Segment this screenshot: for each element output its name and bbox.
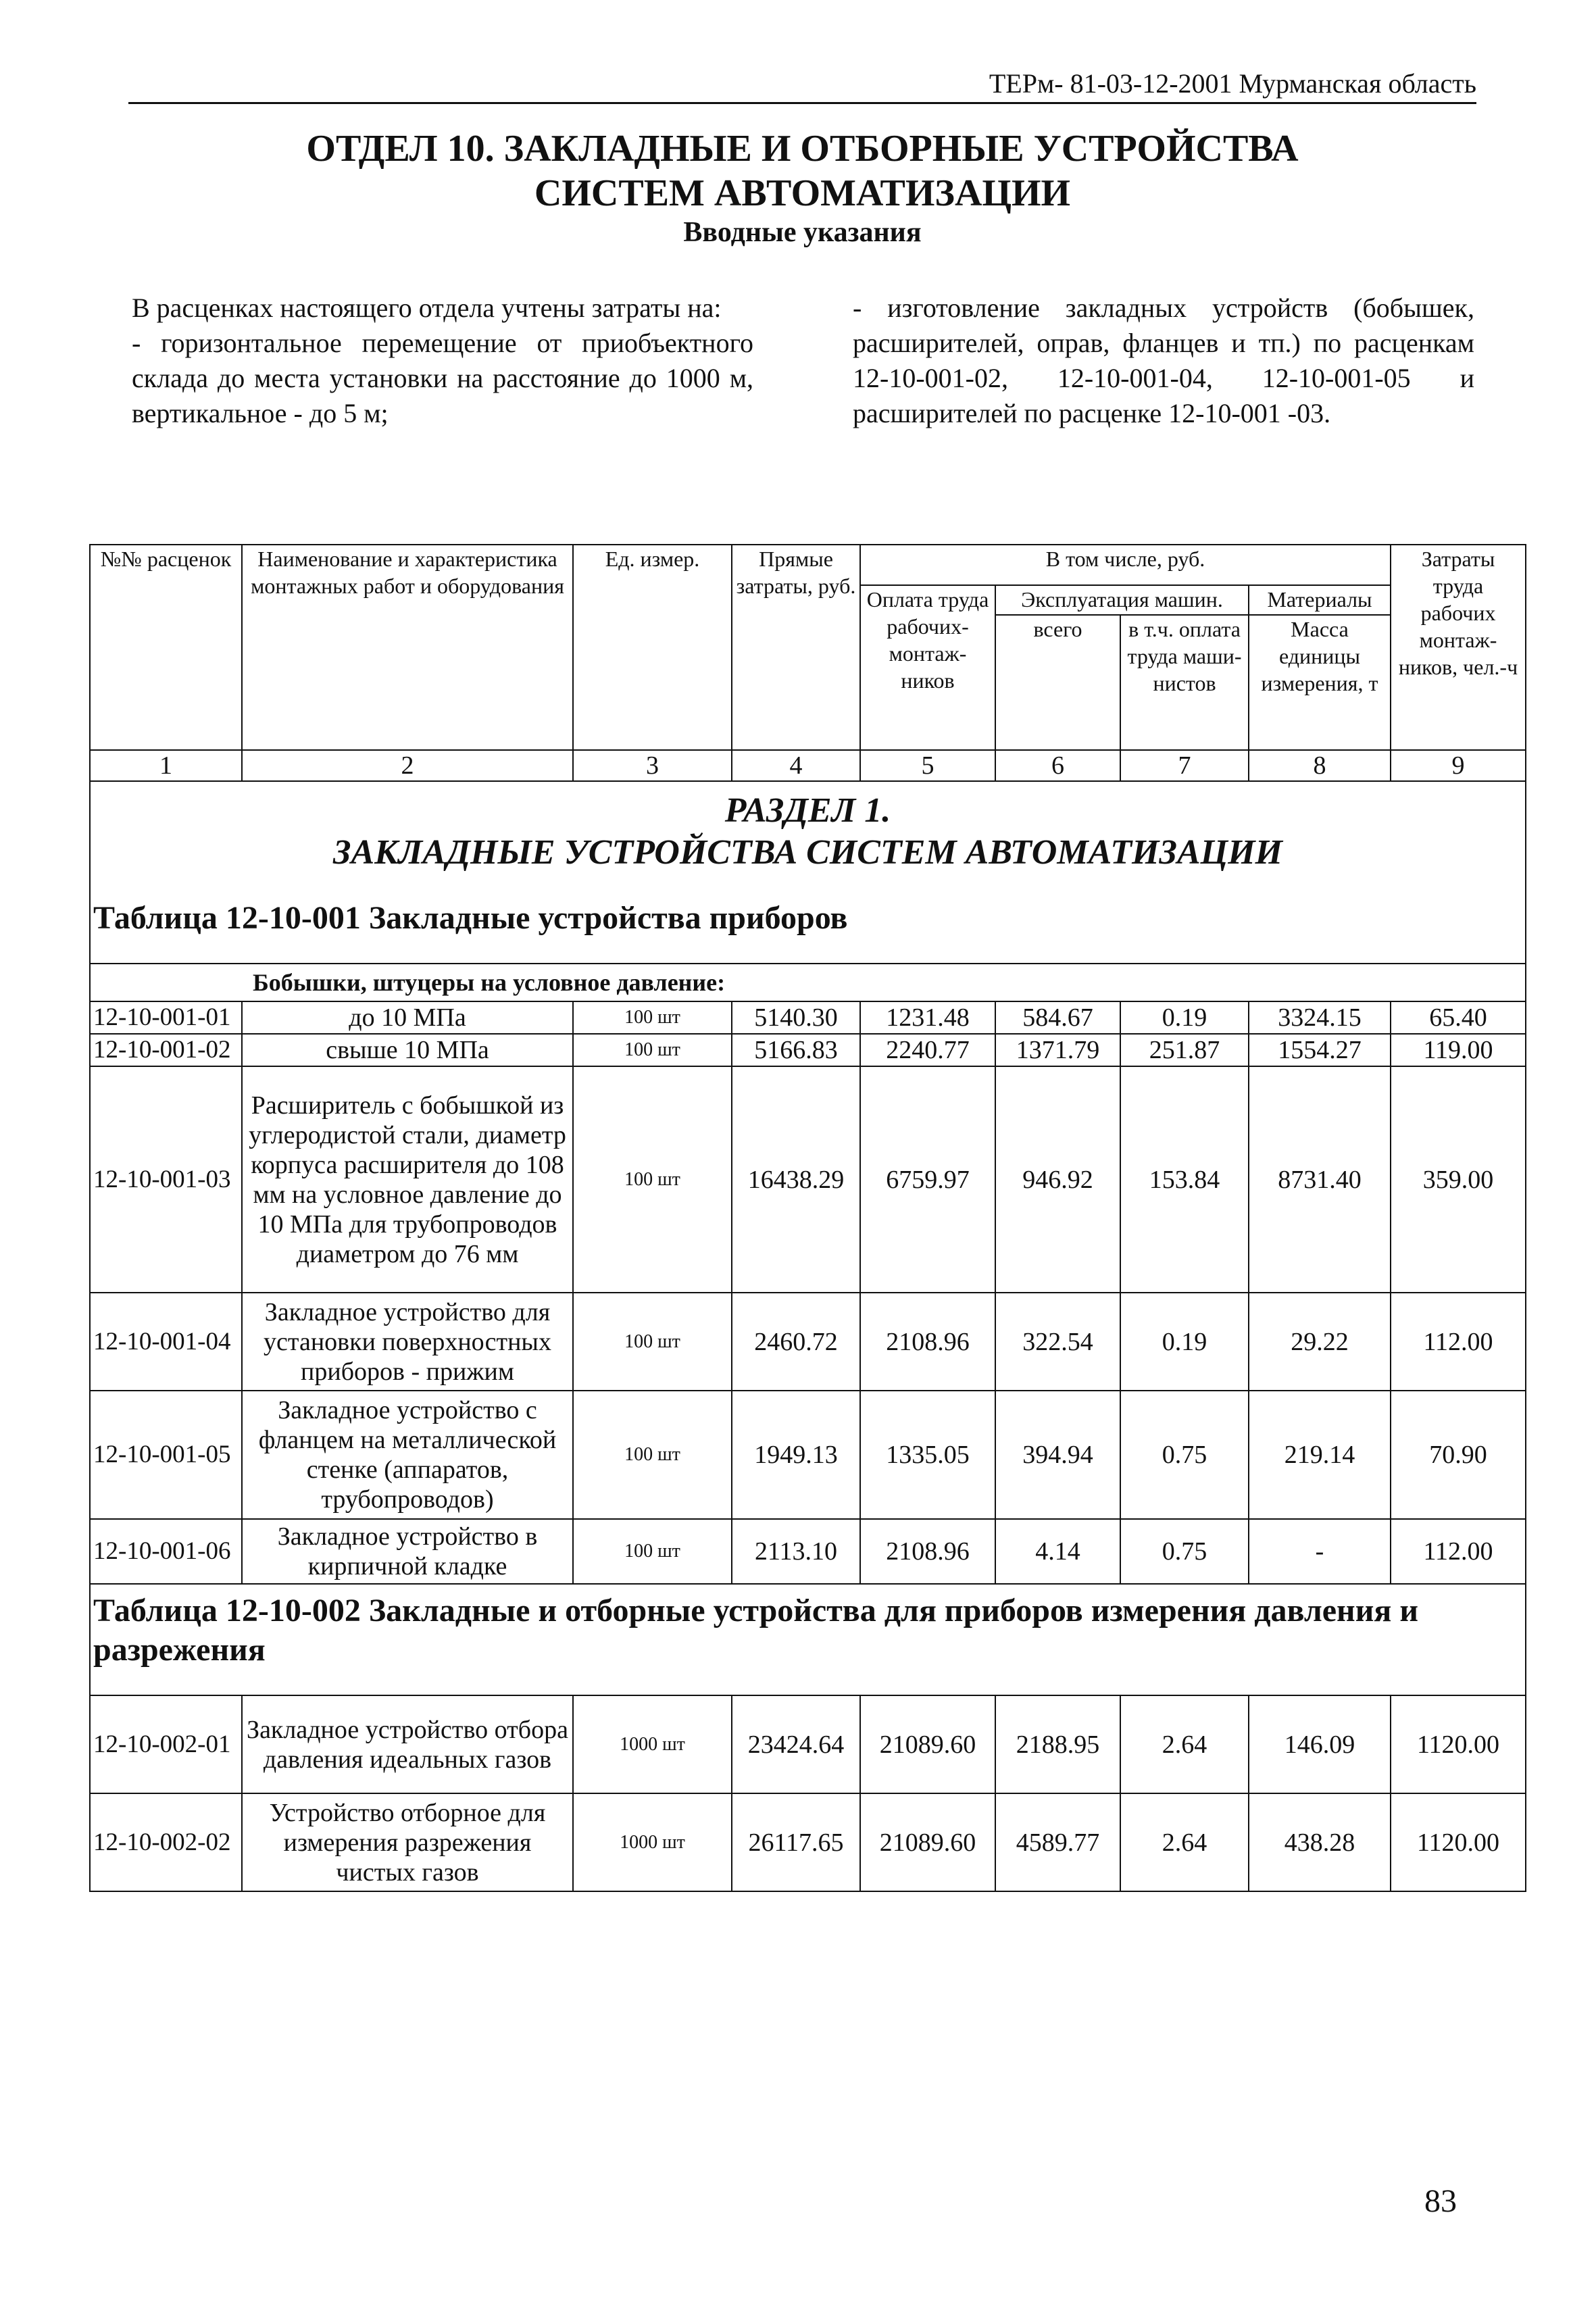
- rate-code: 12-10-001-06: [90, 1519, 242, 1584]
- header-machines-pay: в т.ч. оплата труда маши-нистов: [1120, 615, 1249, 750]
- rate-code: 12-10-001-01: [90, 1001, 242, 1034]
- rate-unit: 1000 шт: [573, 1695, 732, 1793]
- rate-unit: 100 шт: [573, 1391, 732, 1519]
- rate-labor: 1120.00: [1391, 1695, 1526, 1793]
- rate-labor: 65.40: [1391, 1001, 1526, 1034]
- table1-caption: Таблица 12-10-001 Закладные устройства приборов: [93, 900, 848, 936]
- rate-unit: 100 шт: [573, 1034, 732, 1066]
- column-number: 7: [1120, 750, 1249, 781]
- column-number: 3: [573, 750, 732, 781]
- intro-paragraph: В расценках настоящего отдела учтены затраты на:: [132, 293, 722, 323]
- rate-labor-pay: 2108.96: [860, 1293, 995, 1391]
- rate-name: свыше 10 МПа: [242, 1034, 573, 1066]
- header-machines-total: всего: [995, 615, 1120, 750]
- rate-machines-pay: 2.64: [1120, 1695, 1249, 1793]
- rate-direct: 16438.29: [732, 1066, 860, 1293]
- rate-code: 12-10-001-02: [90, 1034, 242, 1066]
- column-number: 4: [732, 750, 860, 781]
- rate-name: Закладное устройство отбора давления идеальных газов: [242, 1695, 573, 1793]
- rate-direct: 2460.72: [732, 1293, 860, 1391]
- rate-labor: 359.00: [1391, 1066, 1526, 1293]
- header-direct-costs: Прямые затраты, руб.: [732, 545, 860, 750]
- rate-direct: 23424.64: [732, 1695, 860, 1793]
- rate-direct: 2113.10: [732, 1519, 860, 1584]
- column-number: 6: [995, 750, 1120, 781]
- column-number-row: [90, 750, 1526, 781]
- intro-right-column: [853, 291, 1474, 431]
- header-mass: Масса единицы измерения, т: [1249, 615, 1391, 750]
- header-name: Наименование и характеристика монтажных работ и оборудования: [242, 545, 573, 750]
- rate-materials: 146.09: [1249, 1695, 1391, 1793]
- rate-labor: 112.00: [1391, 1519, 1526, 1584]
- rate-machines-total: 946.92: [995, 1066, 1120, 1293]
- intro-paragraph: - изготовление закладных устройств (бобышек, расширителей, оправ, фланцев и тп.) по расценкам 12-10-001-02, 12-10-001-04, 12-10-001-05 и расширителей по расценке 12-10-001 -03.: [853, 293, 1474, 428]
- rate-machines-pay: 0.75: [1120, 1391, 1249, 1519]
- rate-labor-pay: 6759.97: [860, 1066, 995, 1293]
- rate-machines-pay: 0.75: [1120, 1519, 1249, 1584]
- table-row: [90, 1695, 1526, 1793]
- header-machines: Эксплуатация машин.: [995, 585, 1249, 615]
- chapter-title-line2: СИСТЕМ АВТОМАТИЗАЦИИ: [534, 172, 1071, 214]
- rate-machines-total: 2188.95: [995, 1695, 1120, 1793]
- rate-materials: 438.28: [1249, 1793, 1391, 1891]
- section-subtitle: Вводные указания: [683, 217, 922, 248]
- rate-direct: 1949.13: [732, 1391, 860, 1519]
- rate-direct: 26117.65: [732, 1793, 860, 1891]
- column-number: 5: [860, 750, 995, 781]
- rate-materials: 8731.40: [1249, 1066, 1391, 1293]
- rate-materials: 29.22: [1249, 1293, 1391, 1391]
- rate-materials: 1554.27: [1249, 1034, 1391, 1066]
- rate-machines-pay: 0.19: [1120, 1001, 1249, 1034]
- rate-materials: -: [1249, 1519, 1391, 1584]
- rate-machines-total: 584.67: [995, 1001, 1120, 1034]
- rate-materials: 219.14: [1249, 1391, 1391, 1519]
- header-labor-pay: Оплата труда рабочих-монтаж-ников: [860, 585, 995, 750]
- table-row: [90, 1519, 1526, 1584]
- rate-unit: 100 шт: [573, 1519, 732, 1584]
- rate-materials: 3324.15: [1249, 1001, 1391, 1034]
- rate-machines-total: 322.54: [995, 1293, 1120, 1391]
- page-number: 83: [1424, 2183, 1457, 2219]
- section-block: [90, 781, 1526, 964]
- rate-code: 12-10-001-05: [90, 1391, 242, 1519]
- rate-direct: 5166.83: [732, 1034, 860, 1066]
- rate-labor-pay: 1231.48: [860, 1001, 995, 1034]
- rate-unit: 1000 шт: [573, 1793, 732, 1891]
- rate-labor-pay: 2108.96: [860, 1519, 995, 1584]
- header-labor: Затраты труда рабочих монтаж-ников, чел.-ч: [1391, 545, 1526, 750]
- rate-name: Расширитель с бобышкой из углеродистой стали, диаметр корпуса расширителя до 108 мм на условное давление до 10 МПа для трубопроводов диаметром до 76 мм: [242, 1066, 573, 1293]
- column-number: 8: [1249, 750, 1391, 781]
- header-including: В том числе, руб.: [860, 545, 1391, 585]
- chapter-title-line1: ОТДЕЛ 10. ЗАКЛАДНЫЕ И ОТБОРНЫЕ УСТРОЙСТВА: [306, 128, 1299, 170]
- rate-code: 12-10-002-01: [90, 1695, 242, 1793]
- rate-name: Закладное устройство в кирпичной кладке: [242, 1519, 573, 1584]
- rate-machines-total: 4589.77: [995, 1793, 1120, 1891]
- table-row: [90, 1034, 1526, 1066]
- table-row: [90, 1793, 1526, 1891]
- table-row: [90, 1293, 1526, 1391]
- group-heading: Бобышки, штуцеры на условное давление:: [90, 964, 1526, 1001]
- rate-labor: 70.90: [1391, 1391, 1526, 1519]
- column-number: 1: [90, 750, 242, 781]
- rate-name: до 10 МПа: [242, 1001, 573, 1034]
- rate-unit: 100 шт: [573, 1293, 732, 1391]
- header-unit: Ед. измер.: [573, 545, 732, 750]
- rate-code: 12-10-001-04: [90, 1293, 242, 1391]
- rate-code: 12-10-001-03: [90, 1066, 242, 1293]
- rate-machines-pay: 251.87: [1120, 1034, 1249, 1066]
- rate-machines-pay: 153.84: [1120, 1066, 1249, 1293]
- header-code: №№ расценок: [90, 545, 242, 750]
- rate-labor: 1120.00: [1391, 1793, 1526, 1891]
- rate-machines-pay: 0.19: [1120, 1293, 1249, 1391]
- intro-left-column: [132, 291, 753, 431]
- table-row: [90, 1066, 1526, 1293]
- rate-machines-total: 4.14: [995, 1519, 1120, 1584]
- running-header: ТЕРм- 81-03-12-2001 Мурманская область: [128, 68, 1476, 104]
- section-label: РАЗДЕЛ 1.: [724, 791, 891, 830]
- column-number: 9: [1391, 750, 1526, 781]
- rate-machines-pay: 2.64: [1120, 1793, 1249, 1891]
- rate-direct: 5140.30: [732, 1001, 860, 1034]
- rate-machines-total: 394.94: [995, 1391, 1120, 1519]
- column-number: 2: [242, 750, 573, 781]
- rate-labor: 119.00: [1391, 1034, 1526, 1066]
- rate-labor-pay: 2240.77: [860, 1034, 995, 1066]
- rate-unit: 100 шт: [573, 1001, 732, 1034]
- rate-labor: 112.00: [1391, 1293, 1526, 1391]
- rate-machines-total: 1371.79: [995, 1034, 1120, 1066]
- section-title: ЗАКЛАДНЫЕ УСТРОЙСТВА СИСТЕМ АВТОМАТИЗАЦИИ: [333, 833, 1282, 872]
- rate-name: Устройство отборное для измерения разрежения чистых газов: [242, 1793, 573, 1891]
- rate-name: Закладное устройство с фланцем на металлической стенке (аппаратов, трубопроводов): [242, 1391, 573, 1519]
- intro-paragraph: - горизонтальное перемещение от приобъектного склада до места установки на расстояние до 1000 м, вертикальное - до 5 м;: [132, 328, 753, 428]
- rate-labor-pay: 1335.05: [860, 1391, 995, 1519]
- table-row: [90, 1391, 1526, 1519]
- table-row: [90, 1001, 1526, 1034]
- table2-caption: Таблица 12-10-002 Закладные и отборные устройства для приборов измерения давления и разрежения: [90, 1584, 1526, 1695]
- rate-code: 12-10-002-02: [90, 1793, 242, 1891]
- rates-table: [89, 544, 1526, 1892]
- header-materials: Материалы: [1249, 585, 1391, 615]
- rate-unit: 100 шт: [573, 1066, 732, 1293]
- rate-labor-pay: 21089.60: [860, 1695, 995, 1793]
- rate-name: Закладное устройство для установки поверхностных приборов - прижим: [242, 1293, 573, 1391]
- rate-labor-pay: 21089.60: [860, 1793, 995, 1891]
